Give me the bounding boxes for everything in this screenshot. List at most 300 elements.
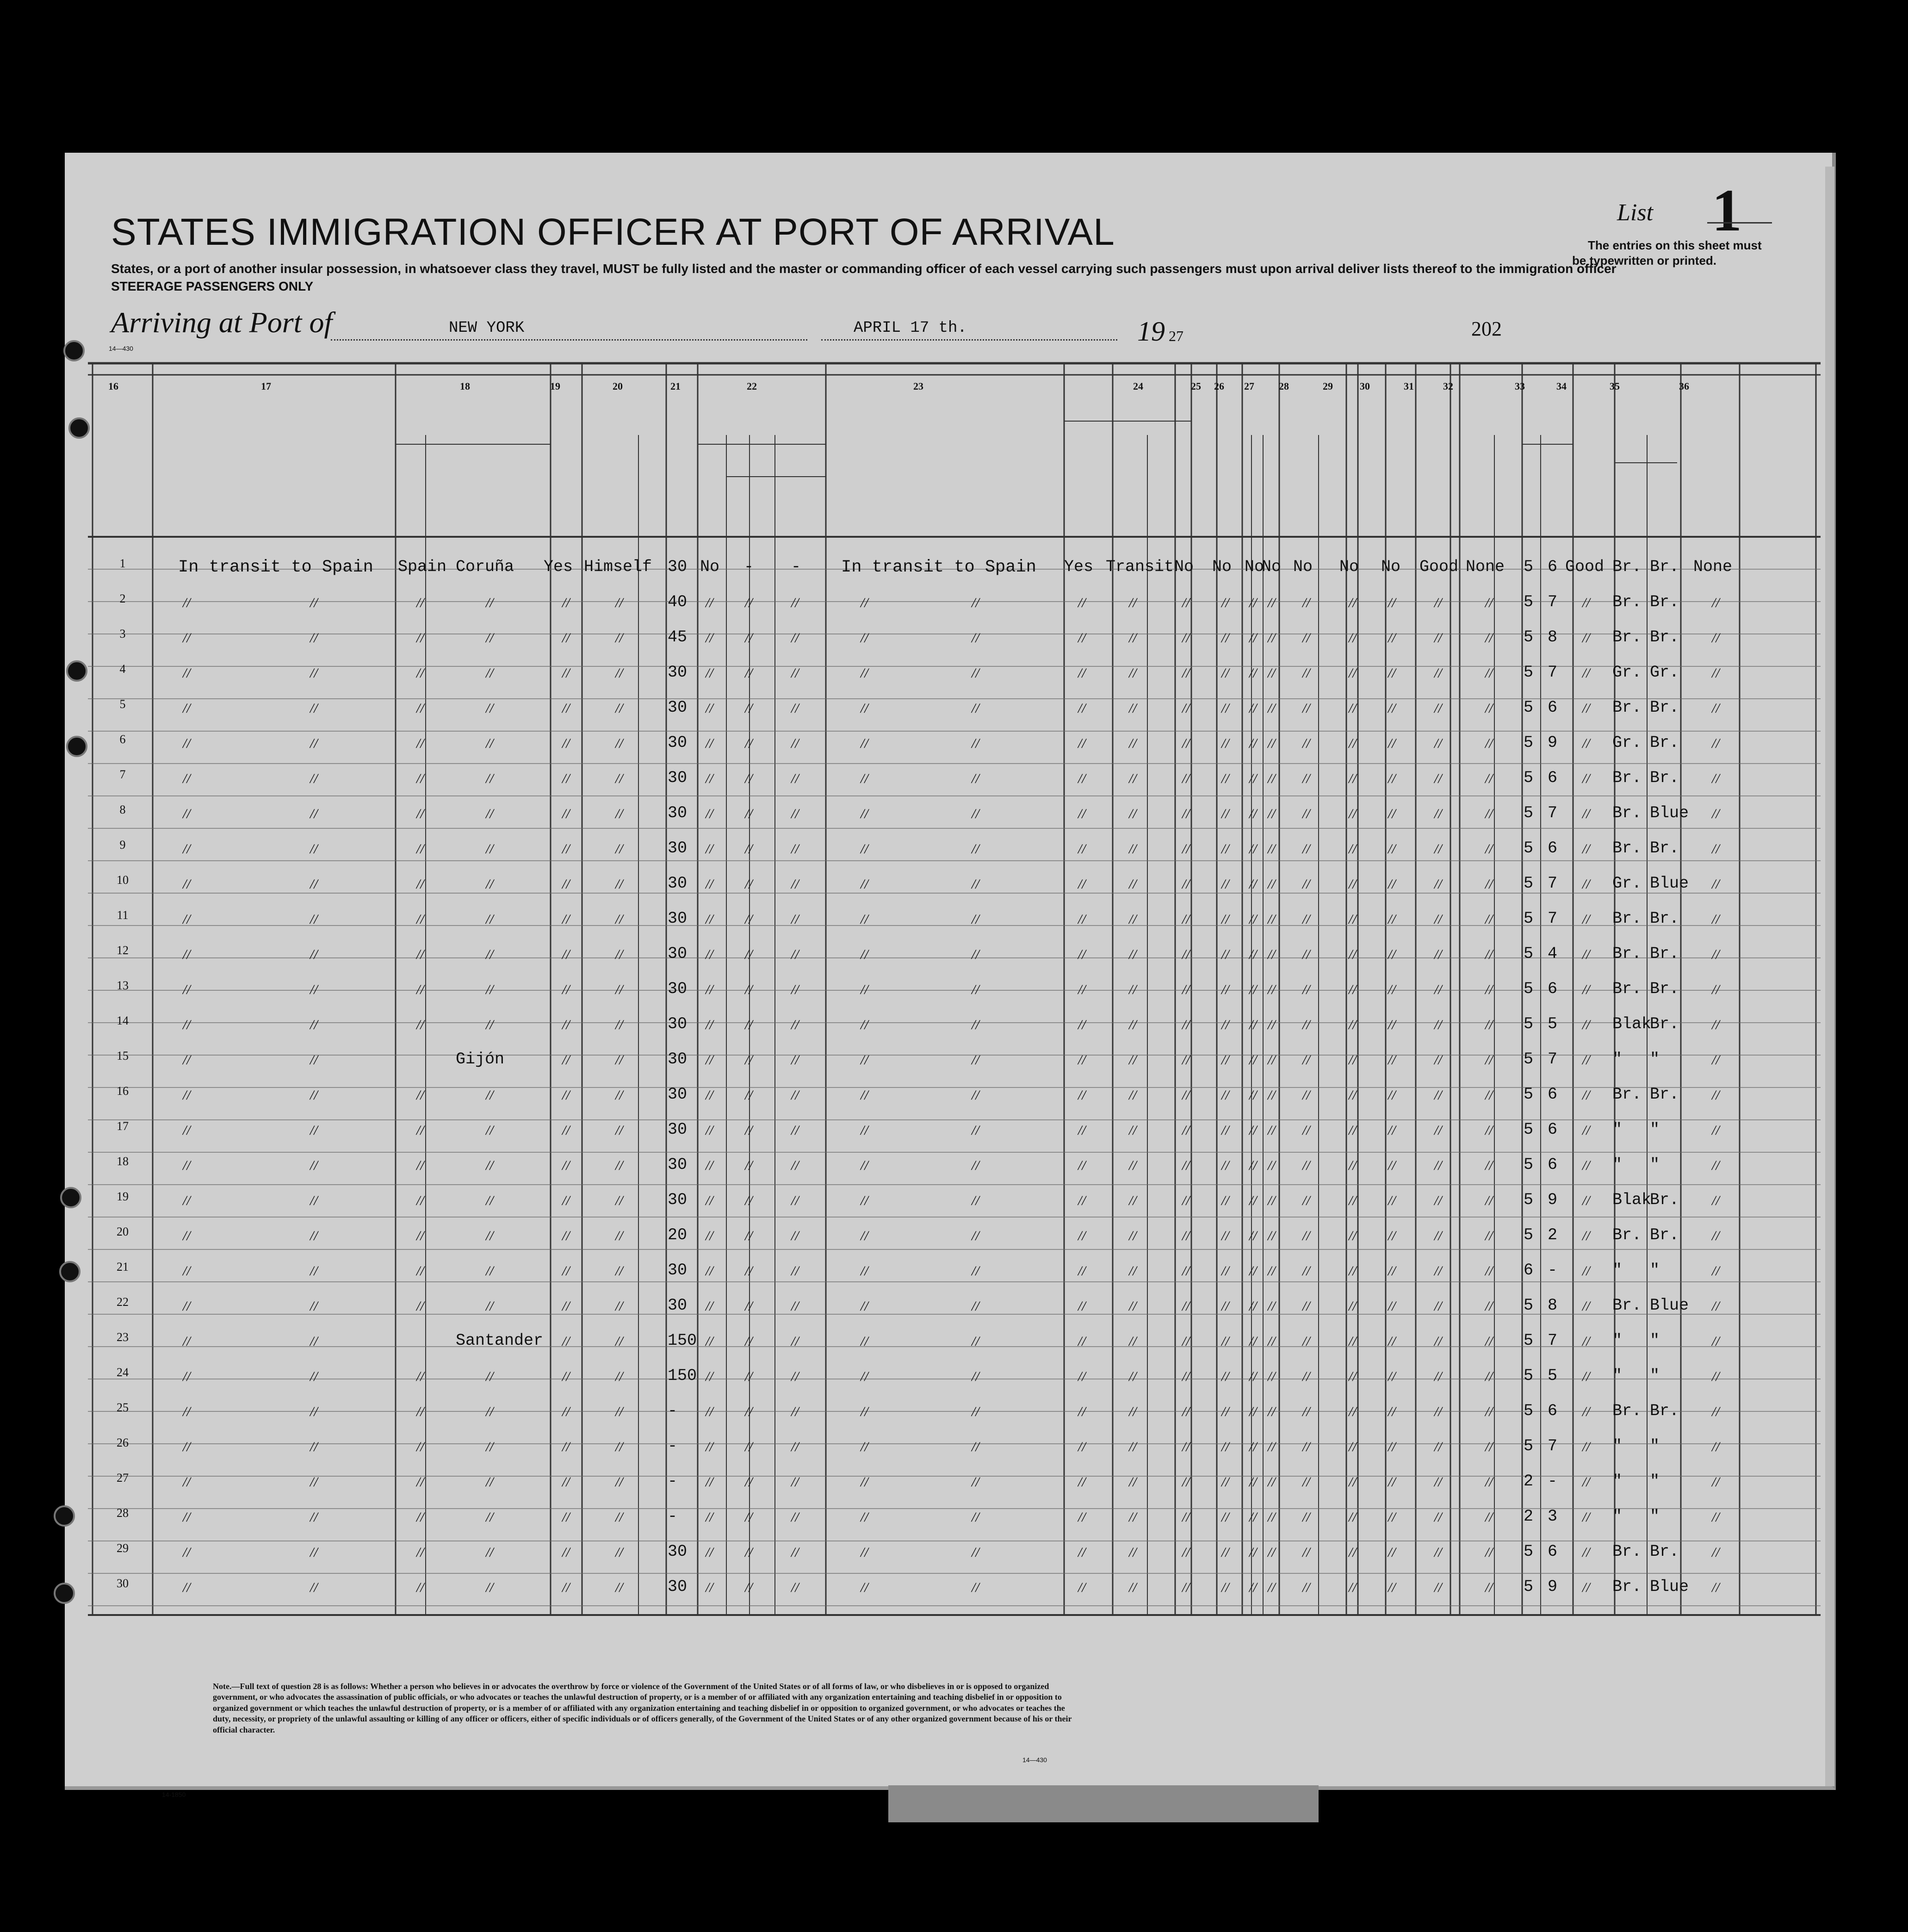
ditto-mark: // [1434,1087,1442,1103]
ditto-mark: // [1268,1298,1276,1314]
ditto-mark: // [1485,1052,1493,1068]
ditto-mark: // [706,736,713,751]
ditto-mark: // [791,806,799,821]
cell-hair: Br. [1612,1296,1642,1315]
row-number: 9 [119,838,126,851]
ditto-mark: // [745,1017,753,1032]
page-title: STATES IMMIGRATION OFFICER AT PORT OF ARRIVAL [111,211,1115,253]
ditto-mark: // [1388,1123,1396,1138]
ditto-mark: // [861,841,868,857]
cell-inches: 7 [1548,1437,1558,1455]
ditto-mark: // [310,1158,318,1173]
ditto-mark: // [791,1193,799,1208]
ditto-mark: // [310,1369,318,1384]
cell-ticket: Yes [544,558,573,576]
cell-eyes: Gr. [1650,663,1679,682]
ditto-mark: // [562,1369,570,1384]
column-label [1323,407,1346,530]
ditto-mark: // [1221,1545,1229,1560]
ditto-mark: // [1485,701,1493,716]
cell-inches: 7 [1548,593,1558,611]
ditto-mark: // [972,1404,979,1419]
ditto-mark: // [791,876,799,892]
ditto-mark: // [416,912,424,927]
cell-inches: 6 [1548,558,1558,576]
ditto-mark: // [861,806,868,821]
cell-feet: 5 [1524,839,1534,857]
ditto-mark: // [1268,1228,1276,1243]
ditto-mark: // [1221,912,1229,927]
ditto-mark: // [486,1193,494,1208]
cell-money: 30 [668,1191,688,1209]
ditto-mark: // [1349,1545,1357,1560]
ditto-mark: // [861,1580,868,1595]
ditto-mark: // [706,1439,713,1454]
ditto-mark: // [486,1158,494,1173]
ditto-mark: // [972,1228,979,1243]
ditto-mark: // [1302,1369,1310,1384]
cell-money: 30 [668,663,688,682]
ditto-mark: // [1129,1017,1137,1032]
ditto-mark: // [972,1369,979,1384]
ditto-mark: // [745,1052,753,1068]
ditto-mark: // [183,595,191,610]
ditto-mark: // [1582,771,1590,786]
ditto-mark: // [861,771,868,786]
cell-feet: 5 [1524,663,1534,682]
ditto-mark: // [310,1474,318,1490]
ditto-mark: // [1302,771,1310,786]
cell-eyes: Br. [1650,769,1679,787]
ditto-mark: // [791,1510,799,1525]
ditto-mark: // [972,1474,979,1490]
cell-inches: 5 [1548,1015,1558,1033]
cell-feet: 5 [1524,1120,1534,1139]
cell-inches: 9 [1548,733,1558,752]
ditto-mark: // [745,947,753,962]
ditto-mark: // [1388,1404,1396,1419]
ditto-mark: // [1249,1404,1257,1419]
cell-feet: 6 [1524,1261,1534,1280]
cell-feet: 2 [1524,1507,1534,1526]
ditto-mark: // [1268,947,1276,962]
ditto-mark: // [1249,1334,1257,1349]
ditto-mark: // [1129,1123,1137,1138]
ditto-mark: // [1249,1228,1257,1243]
ditto-mark: // [1434,1052,1442,1068]
ditto-mark: // [562,1193,570,1208]
ditto-mark: // [1434,1439,1442,1454]
ditto-mark: // [1388,912,1396,927]
ditto-mark: // [1268,1369,1276,1384]
ditto-mark: // [416,1228,424,1243]
row-number: 19 [117,1190,129,1203]
cell-hair: Br. [1612,804,1642,822]
cell-feet: 5 [1524,980,1534,998]
cell-eyes: Br. [1650,733,1679,752]
ditto-mark: // [1268,1193,1276,1208]
cell-inches: 7 [1548,909,1558,928]
ditto-mark: // [1182,1334,1190,1349]
ditto-mark: // [1485,630,1493,646]
cell-inches: 5 [1548,1367,1558,1385]
ditto-mark: // [1349,1158,1357,1173]
ditto-mark: // [562,1123,570,1138]
ditto-mark: // [706,665,713,681]
ditto-mark: // [1388,1263,1396,1279]
row-number: 22 [117,1295,129,1309]
ditto-mark: // [310,1334,318,1349]
ditto-mark: // [1712,912,1720,927]
cell-overthrow: No [1293,558,1313,576]
cell-hair: Br. [1612,698,1642,717]
ditto-mark: // [615,1123,623,1138]
ditto-mark: // [1249,771,1257,786]
ditto-mark: // [791,1087,799,1103]
ditto-mark: // [1129,701,1137,716]
ditto-mark: // [615,1228,623,1243]
ditto-mark: // [615,1510,623,1525]
ditto-mark: // [1268,701,1276,716]
ditto-mark: // [562,1017,570,1032]
cell-feet: 5 [1524,733,1534,752]
ditto-mark: // [972,1017,979,1032]
ditto-mark: // [791,701,799,716]
ditto-mark: // [1712,1087,1720,1103]
ditto-mark: // [1268,771,1276,786]
cell-eyes: Br. [1650,558,1679,576]
cell-health: Good [1419,558,1459,576]
ditto-mark: // [1349,1193,1357,1208]
ditto-mark: // [1712,1580,1720,1595]
ditto-mark: // [310,1439,318,1454]
ditto-mark: // [1129,1510,1137,1525]
cell-money: 30 [668,909,688,928]
ditto-mark: // [861,1545,868,1560]
ditto-mark: // [1268,1545,1276,1560]
cell-money: - [668,1472,678,1491]
ditto-mark: // [1302,1052,1310,1068]
ditto-mark: // [1712,701,1720,716]
ditto-mark: // [1221,771,1229,786]
cell-hair: Blak [1612,1191,1652,1209]
ditto-mark: // [416,665,424,681]
ditto-mark: // [1249,1087,1257,1103]
ditto-mark: // [486,1439,494,1454]
ditto-mark: // [972,665,979,681]
ditto-mark: // [1221,1510,1229,1525]
row-number: 14 [117,1014,129,1027]
ditto-mark: // [1182,806,1190,821]
row-number: 23 [117,1330,129,1344]
row-number: 1 [119,557,126,570]
ditto-mark: // [1078,876,1086,892]
ditto-mark: // [972,771,979,786]
ditto-mark: // [1182,1158,1190,1173]
cell-eyes: Br. [1650,944,1679,963]
ditto-mark: // [562,912,570,927]
ditto-mark: // [1129,1193,1137,1208]
ditto-mark: // [1268,841,1276,857]
ditto-mark: // [1249,701,1257,716]
ditto-mark: // [745,1087,753,1103]
cell-inches: 7 [1548,663,1558,682]
ditto-mark: // [791,982,799,997]
ditto-mark: // [1434,1298,1442,1314]
ditto-mark: // [972,1263,979,1279]
ditto-mark: // [1302,1017,1310,1032]
ditto-mark: // [416,1123,424,1138]
ditto-mark: // [1434,1263,1442,1279]
ditto-mark: // [416,947,424,962]
ditto-mark: // [791,1334,799,1349]
cell-inches: - [1548,1261,1558,1280]
ditto-mark: // [1302,1298,1310,1314]
ditto-mark: // [416,1087,424,1103]
ditto-mark: // [1302,1580,1310,1595]
ditto-mark: // [1485,1439,1493,1454]
cell-hair: Br. [1612,628,1642,646]
ditto-mark: // [1078,1334,1086,1349]
ditto-mark: // [745,841,753,857]
row-number: 10 [117,873,129,887]
ditto-mark: // [1078,1052,1086,1068]
cell-hair: Br. [1612,769,1642,787]
ditto-mark: // [972,1334,979,1349]
column-number: 33 [1515,380,1525,392]
cell-feet: 5 [1524,698,1534,717]
ditto-mark: // [183,630,191,646]
ditto-mark: // [615,1193,623,1208]
cell-eyes: Br. [1650,909,1679,928]
ditto-mark: // [1182,1087,1190,1103]
ditto-mark: // [1268,595,1276,610]
cell-joining: In transit to Spain [841,558,1036,577]
ditto-mark: // [1302,1228,1310,1243]
ditto-mark: // [1302,1334,1310,1349]
ditto-mark: // [1302,1087,1310,1103]
ditto-mark: // [791,1545,799,1560]
ditto-mark: // [1388,806,1396,821]
ditto-mark: // [706,1052,713,1068]
ditto-mark: // [486,841,494,857]
ditto-mark: // [1582,1228,1590,1243]
ditto-mark: // [1221,630,1229,646]
cell-before: No [700,558,720,576]
ditto-mark: // [183,1404,191,1419]
ditto-mark: // [1434,1510,1442,1525]
ditto-mark: // [1182,1193,1190,1208]
ditto-mark: // [745,806,753,821]
ditto-mark: // [562,1263,570,1279]
ditto-mark: // [1582,1510,1590,1525]
ditto-mark: // [706,771,713,786]
cell-years: - [744,558,754,576]
cell-eyes: Blue [1650,874,1689,893]
ditto-mark: // [1434,1158,1442,1173]
ditto-mark: // [1582,595,1590,610]
ditto-mark: // [1129,1228,1137,1243]
ditto-mark: // [615,1334,623,1349]
ditto-mark: // [1249,736,1257,751]
ditto-mark: // [1249,1474,1257,1490]
ditto-mark: // [1485,1087,1493,1103]
ditto-mark: // [486,1404,494,1419]
ditto-mark: // [791,1017,799,1032]
ditto-mark: // [1182,947,1190,962]
ditto-mark: // [745,595,753,610]
ditto-mark: // [1485,1298,1493,1314]
ditto-mark: // [791,1474,799,1490]
cell-eyes: " [1650,1472,1660,1491]
ditto-mark: // [1078,947,1086,962]
ditto-mark: // [1302,595,1310,610]
ditto-mark: // [1182,736,1190,751]
ditto-mark: // [1249,841,1257,857]
ditto-mark: // [1302,1474,1310,1490]
column-number: 16 [108,380,118,392]
ditto-mark: // [562,982,570,997]
cell-eyes: Blue [1650,1578,1689,1596]
cell-city: Santander [456,1331,544,1350]
ditto-mark: // [1712,841,1720,857]
ditto-mark: // [706,1545,713,1560]
ditto-mark: // [1302,1263,1310,1279]
ditto-mark: // [1712,665,1720,681]
ditto-mark: // [1268,982,1276,997]
cell-relative: In transit to Spain [178,558,373,577]
ditto-mark: // [1582,736,1590,751]
ditto-mark: // [1388,1087,1396,1103]
ditto-mark: // [706,1298,713,1314]
ditto-mark: // [745,876,753,892]
ditto-mark: // [615,771,623,786]
column-number: 17 [261,380,271,392]
ditto-mark: // [1078,1545,1086,1560]
ditto-mark: // [1434,1193,1442,1208]
cell-marks: None [1693,558,1733,576]
ditto-mark: // [706,701,713,716]
ditto-mark: // [1249,665,1257,681]
ditto-mark: // [1078,1510,1086,1525]
form-code: 14—430 [109,345,133,352]
cell-feet: 5 [1524,1050,1534,1069]
ditto-mark: // [972,841,979,857]
column-number: 25 [1191,380,1201,392]
ditto-mark: // [1388,1474,1396,1490]
ditto-mark: // [791,1123,799,1138]
ditto-mark: // [1582,1334,1590,1349]
cell-inches: - [1548,1472,1558,1491]
cell-eyes: Br. [1650,1226,1679,1244]
ditto-mark: // [1249,1369,1257,1384]
ditto-mark: // [310,1510,318,1525]
ditto-mark: // [1182,1439,1190,1454]
ditto-mark: // [1349,1087,1357,1103]
ditto-mark: // [1434,1404,1442,1419]
cell-money: 30 [668,804,688,822]
ditto-mark: // [310,736,318,751]
ditto-mark: // [1434,1580,1442,1595]
cell-inches: 2 [1548,1226,1558,1244]
ditto-mark: // [972,1087,979,1103]
cell-feet: 5 [1524,593,1534,611]
ditto-mark: // [1434,630,1442,646]
row-number: 25 [117,1401,129,1414]
cell-hair: Br. [1612,1402,1642,1420]
column-number: 29 [1323,380,1333,392]
ditto-mark: // [1182,876,1190,892]
ditto-mark: // [416,595,424,610]
ditto-mark: // [1221,1298,1229,1314]
column-number: 36 [1679,380,1689,392]
ditto-mark: // [1582,1580,1590,1595]
row-number: 29 [117,1541,129,1555]
cell-money: 20 [668,1226,688,1244]
cell-money: 30 [668,558,688,576]
ditto-mark: // [1582,876,1590,892]
ditto-mark: // [183,1510,191,1525]
ditto-mark: // [1302,736,1310,751]
ditto-mark: // [1129,1439,1137,1454]
cell-hair: " [1612,1367,1623,1385]
cell-hair: Br. [1612,1226,1642,1244]
ditto-mark: // [416,1404,424,1419]
cell-city: Gijón [456,1050,505,1069]
ditto-mark: // [615,947,623,962]
ditto-mark: // [1388,665,1396,681]
ditto-mark: // [1388,1193,1396,1208]
cell-eyes: " [1650,1507,1660,1526]
ditto-mark: // [1221,1087,1229,1103]
ditto-mark: // [1388,701,1396,716]
row-number: 4 [119,662,126,676]
ditto-mark: // [1349,1017,1357,1032]
cell-hair: Br. [1612,980,1642,998]
ditto-mark: // [1129,982,1137,997]
ditto-mark: // [183,1369,191,1384]
ditto-mark: // [791,1439,799,1454]
ditto-mark: // [1434,701,1442,716]
ditto-mark: // [183,1263,191,1279]
cell-eyes: " [1650,1331,1660,1350]
ditto-mark: // [1388,1545,1396,1560]
ditto-mark: // [1078,736,1086,751]
cell-hair: Gr. [1612,663,1642,682]
ditto-mark: // [1349,771,1357,786]
column-number: 27 [1244,380,1254,392]
ditto-mark: // [615,1404,623,1419]
ditto-mark: // [1249,1510,1257,1525]
ditto-mark: // [1485,1369,1493,1384]
ditto-mark: // [486,595,494,610]
ditto-mark: // [1434,1228,1442,1243]
cell-money: 150 [668,1367,697,1385]
row-number: 12 [117,944,129,957]
ditto-mark: // [1485,1545,1493,1560]
ditto-mark: // [1129,630,1137,646]
ditto-mark: // [486,736,494,751]
ditto-mark: // [706,1334,713,1349]
ditto-mark: // [1268,1158,1276,1173]
ditto-mark: // [861,1334,868,1349]
cell-hair: Br. [1612,558,1642,576]
cell-money: 30 [668,1120,688,1139]
cell-feet: 2 [1524,1472,1534,1491]
ditto-mark: // [706,1580,713,1595]
column-label [555,405,578,530]
cell-hair: Br. [1612,1542,1642,1561]
